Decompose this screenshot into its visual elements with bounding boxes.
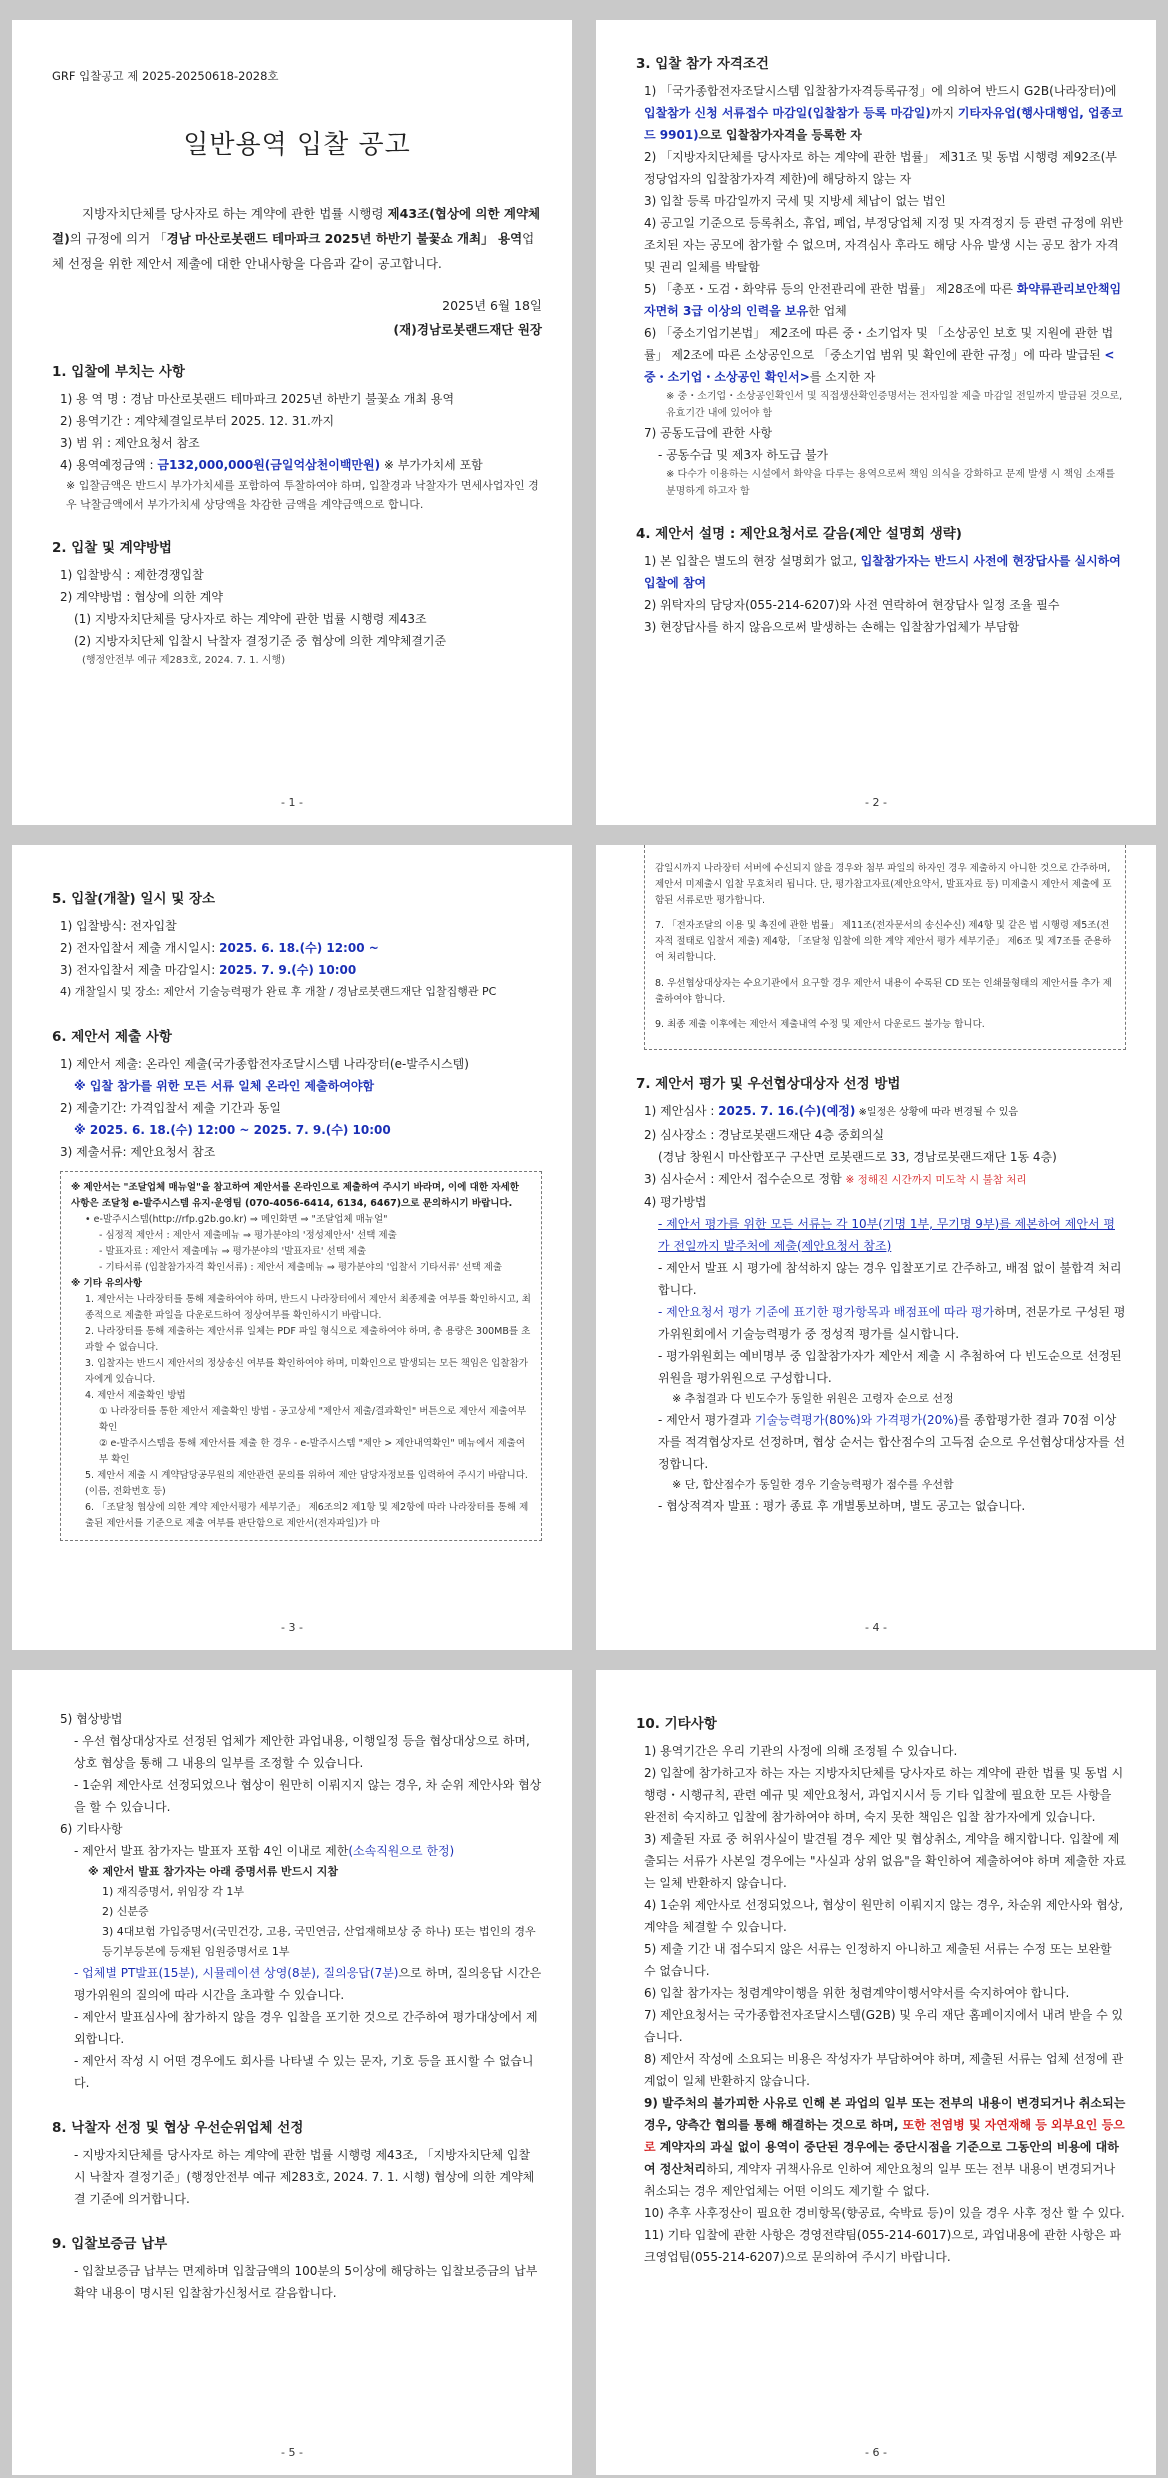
document-page-4 [596, 845, 1156, 1650]
document-page-3 [12, 845, 572, 1650]
qualification-6-note: ※ 중・소기업・소상공인확인서 및 직접생산확인증명서는 전자입찰 제출 마감일 전일까지 발급된 것으로, 유효기간 내에 있어야 함 [666, 391, 1123, 419]
briefing-2: 2) 위탁자의 담당자(055-214-6207)와 사전 연락하여 현장답사 일정 조율 필수 [644, 598, 1060, 612]
item-bid-method: 1) 입찰방식 : 제한경쟁입찰 [60, 568, 204, 582]
evaluation-announcement: - 협상적격자 발표 : 평가 종료 후 개별통보하며, 별도 공고는 없습니다. [658, 1498, 1026, 1513]
qualification-4: 4) 공고일 기준으로 등록취소, 휴업, 폐업, 부정당업체 지정 및 자격정지 등 관련 규정에 위반 조치된 자는 공모에 참가할 수 없으며, 자격심사 후라도 해당 사유 발생 시는 공모 참가 자격 및 권리 일체를 박탈함 [644, 216, 1124, 274]
item-service-period: 2) 용역기간 : 계약체결일로부터 2025. 12. 31.까지 [60, 414, 335, 428]
bid-bond: - 입찰보증금 납부는 면제하며 입찰금액의 100분의 5이상에 해당하는 입찰보증금의 납부확약 내용이 명시된 입찰참가신청서로 갈음합니다. [74, 2264, 538, 2300]
item-estimated-amount: 4) 용역예정금액 : 금132,000,000원(금일억삼천이백만원) ※ 부가가치세 포함 [60, 458, 483, 472]
submission-method: 1) 제안서 제출: 온라인 제출(국가종합전자조달시스템 나라장터(e-발주시스템) [60, 1057, 469, 1071]
bid-open-datetime: 2) 전자입찰서 제출 개시일시: 2025. 6. 18.(수) 12:00 ~ [60, 941, 379, 955]
notice-date: 2025년 6월 18일 [442, 298, 542, 313]
section-1-heading: 1. 입찰에 부치는 사항 [52, 364, 185, 380]
presenter-doc-2: 2) 신분증 [102, 1905, 149, 1918]
presenter-limit: - 제안서 발표 참가자는 발표자 포함 4인 이내로 제한(소속직원으로 한정) [74, 1844, 455, 1858]
evaluation-absence: - 제안서 발표 시 평가에 참석하지 않는 경우 입찰포기로 간주하고, 배점 없이 불합격 처리합니다. [658, 1260, 1122, 1297]
misc-7: 7) 제안요청서는 국가종합전자조달시스템(G2B) 및 우리 재단 홈페이지에서 내려 받을 수 있습니다. [644, 2008, 1124, 2044]
qualification-7a: - 공동수급 및 제3자 하도급 불가 [658, 448, 829, 462]
notice-reference-number: GRF 입찰공고 제 2025-20250618-2028호 [52, 69, 279, 83]
section-2-heading: 2. 입찰 및 계약방법 [52, 540, 172, 556]
item-contract-method: 2) 계약방법 : 협상에 의한 계약 [60, 590, 223, 604]
intro-paragraph: 지방자치단체를 당사자로 하는 계약에 관한 법률 시행령 제43조(협상에 의한 계약체결)의 규정에 의거 「경남 마산로봇랜드 테마파크 2025년 하반기 불꽃쇼 개최」 용역업체 선정을 위한 제안서 제출에 대한 안내사항을 다음과 같이 공고합니다. [52, 206, 541, 271]
award-criteria: - 지방자치단체를 당사자로 하는 계약에 관한 법률 시행령 제43조, 「지방자치단체 입찰 시 낙찰자 결정기준」(행정안전부 예규 제283호, 2024. 7. 1. 시행) 협상에 의한 계약체결 기준에 의거합니다. [74, 2148, 535, 2206]
submission-documents: 3) 제출서류: 제안요청서 참조 [60, 1145, 216, 1159]
other-heading: 6) 기타사항 [60, 1822, 123, 1836]
section-3-heading: 3. 입찰 참가 자격조건 [636, 56, 769, 72]
item-contract-law: (1) 지방자치단체를 당사자로 하는 계약에 관한 법률 시행령 제43조 [74, 612, 427, 626]
misc-9: 9) 발주처의 불가피한 사유로 인해 본 과업의 일부 또는 전부의 내용이 변경되거나 취소되는 경우, 양측간 협의를 통해 해결하는 것으로 하며, 또한 전염병 및 자연재해 등 외부요인 등으로 계약자의 과실 없이 용역이 중단된 경우에는 중단시점을 기준으로 그동안의 비용에 대하여 정산처리하되, 계약자 귀책사유로 인하여 제안요청의 일부 또는 전부 내용이 변경되거나 취소되는 경우 제안업체는 어떤 이의도 제기할 수 없다. [644, 2096, 1126, 2198]
evaluation-address: (경남 창원시 마산합포구 구산면 로봇랜드로 33, 경남로봇랜드재단 1동 4층) [658, 1149, 1057, 1164]
misc-3: 3) 제출된 자료 중 허위사실이 발견될 경우 제안 및 협상취소, 계약을 해지합니다. 입찰에 제출되는 서류가 사본일 경우에는 "사실과 상위 없음"을 확인하여 제출하여야 하며 제출한 자료는 일체 반환하지 않습니다. [644, 1832, 1126, 1890]
evaluation-criteria: - 제안요청서 평가 기준에 표기한 평가항목과 배점표에 따라 평가하며, 전문가로 구성된 평가위원회에서 기술능력평가 중 정성적 평가를 실시합니다. [658, 1304, 1126, 1341]
item-scope: 3) 범 위 : 제안요청서 참조 [60, 436, 200, 450]
section-6-heading: 6. 제안서 제출 사항 [52, 1029, 172, 1045]
evaluation-documents: - 제안서 평가를 위한 모든 서류는 각 10부(기명 1부, 무기명 9부)를 제본하여 제안서 평가 전일까지 발주처에 제출(제안요청서 참조) [658, 1216, 1115, 1253]
evaluation-committee-note: ※ 추첨결과 다 빈도수가 동일한 위원은 고령자 순으로 선정 [672, 1391, 954, 1405]
submission-guide-box-continued: 감일시까지 나라장터 서버에 수신되지 않을 경우와 첨부 파일의 하자인 경우 제출하지 아니한 것으로 간주하며, 제안서 미제출시 입찰 무효처리 됩니다. 단, 평가참고자료(제안요약서, 발표자료 등) 미제출시 제안서 제출에 포함된 서류로만 평가합니다. 7. 「전자조달의 이용 및 촉진에 관한 법률」 제11조(전자문서의 송신수신) 제4항 및 같은 법 시행령 제5조(전자적 절태로 입찰서 제출) 제4항, 「조달청 입찰에 의한 계약 제안서 평가 세부기준」 제6조 및 제7조를 준용하여 처리합니다. 8. 우선협상대상자는 수요기관에서 요구할 경우 제안서 내용이 수록된 CD 또는 인쇄물형태의 제안서를 추가 제출하여야 합니다. 9. 최종 제출 이후에는 제안서 제출내역 수정 및 제안서 다운로드 불가능 합니다. [644, 845, 1126, 1050]
vat-note: ※ 입찰금액은 반드시 부가가치세를 포함하여 투찰하여야 하며, 입찰경과 낙찰자가 면세사업자인 경우 낙찰금액에서 부가가치세 상당액을 차감한 금액을 계약금액으로 합니다. [66, 479, 539, 511]
submission-online-note: ※ 입찰 참가를 위한 모든 서류 일체 온라인 제출하여야함 [74, 1079, 375, 1093]
evaluation-date: 1) 제안심사 : 2025. 7. 16.(수)(예정) ※일정은 상황에 따라 변경될 수 있음 [644, 1103, 1019, 1118]
qualification-7: 7) 공동도급에 관한 사항 [644, 426, 773, 440]
submission-period-note: ※ 2025. 6. 18.(수) 12:00 ~ 2025. 7. 9.(수) 10:00 [74, 1123, 391, 1137]
evaluation-order: 3) 심사순서 : 제안서 접수순으로 정함 ※ 정해진 시간까지 미도착 시 불참 처리 [644, 1171, 1027, 1186]
issuer-signature: (재)경남로봇랜드재단 원장 [393, 322, 542, 337]
misc-6: 6) 입찰 참가자는 청렴계약이행을 위한 청렴계약이행서약서를 숙지하여야 합니다. [644, 1986, 1070, 2000]
section-7-heading: 7. 제안서 평가 및 우선협상대상자 선정 방법 [636, 1075, 901, 1092]
section-10-heading: 10. 기타사항 [636, 1716, 717, 1732]
presentation-absence: - 제안서 발표심사에 참가하지 않을 경우 입찰을 포기한 것으로 간주하여 평가대상에서 제외합니다. [74, 2010, 538, 2046]
negotiation-1: - 우선 협상대상자로 선정된 업체가 제안한 과업내용, 이행일정 등을 협상대상으로 하며, 상호 협상을 통해 그 내용의 일부를 조정할 수 있습니다. [74, 1734, 530, 1770]
misc-4: 4) 1순위 제안사로 선정되었으나, 협상이 원만히 이뤄지지 않는 경우, 차순위 제안사와 협상, 계약을 체결할 수 있습니다. [644, 1898, 1124, 1934]
document-page-2 [596, 20, 1156, 825]
qualification-5: 5) 「총포・도검・화약류 등의 안전관리에 관한 법률」 제28조에 따른 화약류관리보안책임자면허 3급 이상의 인력을 보유한 업체 [644, 282, 1122, 318]
document-page-5 [12, 1670, 572, 2475]
briefing-3: 3) 현장답사를 하지 않음으로써 발생하는 손해는 입찰참가업체가 부담함 [644, 620, 1020, 634]
evaluation-place: 2) 심사장소 : 경남로봇랜드재단 4층 중회의실 [644, 1127, 885, 1142]
evaluation-method: 4) 평가방법 [644, 1194, 707, 1209]
section-8-heading: 8. 낙찰자 선정 및 협상 우선순위업체 선정 [52, 2120, 304, 2136]
page-number: - 4 - [865, 1621, 887, 1634]
anonymity-rule: - 제안서 작성 시 어떤 경우에도 회사를 나타낼 수 있는 문자, 기호 등을 표시할 수 없습니다. [74, 2054, 534, 2090]
document-page-1 [12, 20, 572, 825]
page-number: - 5 - [281, 2446, 303, 2459]
submission-period: 2) 제출기간: 가격입찰서 제출 기간과 동일 [60, 1101, 281, 1115]
document-page-6 [596, 1670, 1156, 2475]
presenter-docs-note: ※ 제안서 발표 참가자는 아래 증명서류 반드시 지참 [88, 1865, 339, 1878]
misc-1: 1) 용역기간은 우리 기관의 사정에 의해 조정될 수 있습니다. [644, 1744, 958, 1758]
item-contract-standard: (2) 지방자치단체 입찰시 낙찰자 결정기준 중 협상에 의한 계약체결기준 [74, 634, 447, 648]
briefing-1: 1) 본 입찰은 별도의 현장 설명회가 없고, 입찰참가자는 반드시 사전에 현장답사를 실시하여 입찰에 참여 [644, 554, 1121, 590]
negotiation-heading: 5) 협상방법 [60, 1712, 123, 1726]
qualification-6: 6) 「중소기업기본법」 제2조에 따른 중・소기업자 및 「소상공인 보호 및 지원에 관한 법률」 제2조에 따른 소상공인으로 「중소기업 범위 및 확인에 관한 규정」에 따라 발급된 <중・소기업・소상공인 확인서>를 소지한 자 [644, 326, 1115, 384]
misc-11: 11) 기타 입찰에 관한 사항은 경영전략팀(055-214-6017)으로, 과업내용에 관한 사항은 파크영업팀(055-214-6207)으로 문의하여 주시기 바랍니다. [644, 2228, 1122, 2264]
qualification-2: 2) 「지방자치단체를 당사자로 하는 계약에 관한 법률」 제31조 및 동법 시행령 제92조(부정당업자의 입찰참가자격 제한)에 해당하지 않는 자 [644, 150, 1117, 186]
evaluation-scoring: - 제안서 평가결과 기술능력평가(80%)와 가격평가(20%)를 종합평가한 결과 70점 이상자를 적격협상자로 선정하며, 협상 순서는 합산점수의 고득점 순으로 우선협상대상자를 선정합니다. [658, 1412, 1126, 1471]
item-contract-standard-ref: (행정안전부 예규 제283호, 2024. 7. 1. 시행) [82, 655, 286, 666]
item-service-name: 1) 용 역 명 : 경남 마산로봇랜드 테마파크 2025년 하반기 불꽃쇼 개최 용역 [60, 392, 455, 406]
page-number: - 6 - [865, 2446, 887, 2459]
presenter-doc-1: 1) 재직증명서, 위임장 각 1부 [102, 1885, 245, 1898]
misc-10: 10) 추후 사후정산이 필요한 경비항목(향공료, 숙박료 등)이 있을 경우 사후 정산 할 수 있다. [644, 2206, 1125, 2220]
misc-8: 8) 제안서 작성에 소요되는 비용은 작성자가 부담하여야 하며, 제출된 서류는 업체 선정에 관계없이 일체 반환하지 않습니다. [644, 2052, 1124, 2088]
bid-type: 1) 입찰방식: 전자입찰 [60, 919, 177, 933]
evaluation-tie-note: ※ 단, 합산점수가 동일한 경우 기술능력평가 점수를 우선함 [672, 1477, 954, 1491]
qualification-1: 1) 「국가종합전자조달시스템 입찰참가자격등록규정」에 의하여 반드시 G2B(나라장터)에 입찰참가 신청 서류접수 마감일(입찰참가 등록 마감일)까지 기타자유업(행사대행업, 업종코드 9901)으로 입찰참가자격을 등록한 자 [644, 84, 1123, 142]
qualification-3: 3) 입찰 등록 마감일까지 국세 및 지방세 체납이 없는 법인 [644, 194, 946, 208]
misc-2: 2) 입찰에 참가하고자 하는 자는 지방자치단체를 당사자로 하는 계약에 관한 법률 및 동법 시행령・시행규칙, 관련 예규 및 제안요청서, 과업지시서 등 기타 입찰에 필요한 모든 사항을 완전히 숙지하고 입찰에 참가하여야 하며, 숙지 못한 책임은 입찰 참가자에게 있습니다. [644, 1766, 1124, 1824]
bid-opening-place: 4) 개찰일시 및 장소: 제안서 기술능력평가 완료 후 개찰 / 경남로봇랜드재단 입찰집행관 PC [60, 985, 497, 998]
page-number: - 3 - [281, 1621, 303, 1634]
bid-close-datetime: 3) 전자입찰서 제출 마감일시: 2025. 7. 9.(수) 10:00 [60, 963, 357, 977]
presenter-doc-3: 3) 4대보험 가입증명서(국민건강, 고용, 국민연금, 산업재해보상 중 하나) 또는 법인의 경우 등기부등본에 등재된 임원증명서로 1부 [102, 1925, 536, 1958]
page-title: 일반용역 입찰 공고 [183, 130, 411, 160]
section-4-heading: 4. 제안서 설명 : 제안요청서로 갈음(제안 설명회 생략) [636, 526, 962, 542]
submission-guide-box: ※ 제안서는 "조달업체 매뉴얼"을 참고하여 제안서를 온라인으로 제출하여 주시기 바라며, 이에 대한 자세한 사항은 조달청 e-발주시스템 유지·운영팀 (070-4056-6414, 6134, 6467)으로 문의하시기 바랍니다. • e-발주시스템(http://rfp.g2b.go.kr) ⇒ 메인화면 ⇒ "조달업체 매뉴얼" - 심정적 제안서 : 제안서 제출메뉴 ⇒ 평가분야의 '정성제안서' 선택 제출 - 발표자료 : 제안서 제출메뉴 ⇒ 평가분야의 '발표자료' 선택 제출 - 기타서류 (입찰참가자격 확인서류) : 제안서 제출메뉴 ⇒ 평가분야의 '입찰서 기타서류' 선택 제출 ※ 기타 유의사항 1. 제안서는 나라장터를 통해 제출하여야 하며, 반드시 나라장터에서 제안서 최종제출 여부를 확인하시고, 최종적으로 제출한 파일을 다운로드하여 정상여부를 확인하시기 바랍니다. 2. 나라장터를 통해 제출하는 제안서류 일체는 PDF 파일 형식으로 제출하여야 하며, 총 용량은 300MB를 초과할 수 없습니다. 3. 입찰자는 반드시 제안서의 정상송신 여부를 확인하여야 하며, 미확인으로 발생되는 모든 책임은 입찰참가자에게 있습니다. 4. 제안서 제출확인 방법 ① 나라장터를 통한 제안서 제출확인 방법 - 공고상세 "제안서 제출/결과확인" 버튼으로 제안서 제출여부 확인 ② e-발주시스템을 통해 제안서를 제출 한 경우 - e-발주시스템 "제안 > 제안내역확인" 메뉴에서 제출여부 확인 5. 제안서 제출 시 계약담당공무원의 제안관련 문의를 위하여 제안 담당자정보를 입력하여 주시기 바랍니다.(이름, 전화번호 등) 6. 「조달청 협상에 의한 계약 제안서평가 세부기준」 제6조의2 제1항 및 제2항에 따라 나라장터를 통해 제출된 제안서를 기준으로 제출 여부를 판단함으로 제안서(전자파일)가 마 [60, 1171, 542, 1541]
evaluation-committee: - 평가위원회는 예비명부 중 입찰참가자가 제안서 제출 시 추첨하여 다 빈도순으로 선정된 위원을 평가위원으로 구성합니다. [658, 1348, 1122, 1385]
qualification-7-note: ※ 다수가 이용하는 시설에서 화약을 다루는 용역으로써 책임 의식을 강화하고 문제 발생 시 책임 소재를 분명하게 하고자 함 [666, 469, 1115, 497]
negotiation-2: - 1순위 제안사로 선정되었으나 협상이 원만히 이뤄지지 않는 경우, 차 순위 제안사와 협상을 할 수 있습니다. [74, 1778, 542, 1814]
presentation-time: - 업체별 PT발표(15분), 시뮬레이션 상영(8분), 질의응답(7분)으로 하며, 질의응답 시간은 평가위원의 질의에 따라 시간을 초과할 수 있습니다. [74, 1966, 542, 2002]
page-number: - 2 - [865, 796, 887, 809]
misc-5: 5) 제출 기간 내 접수되지 않은 서류는 인정하지 아니하고 제출된 서류는 수정 또는 보완할 수 없습니다. [644, 1942, 1112, 1978]
section-5-heading: 5. 입찰(개찰) 일시 및 장소 [52, 891, 216, 907]
page-number: - 1 - [281, 796, 303, 809]
section-9-heading: 9. 입찰보증금 납부 [52, 2236, 168, 2252]
